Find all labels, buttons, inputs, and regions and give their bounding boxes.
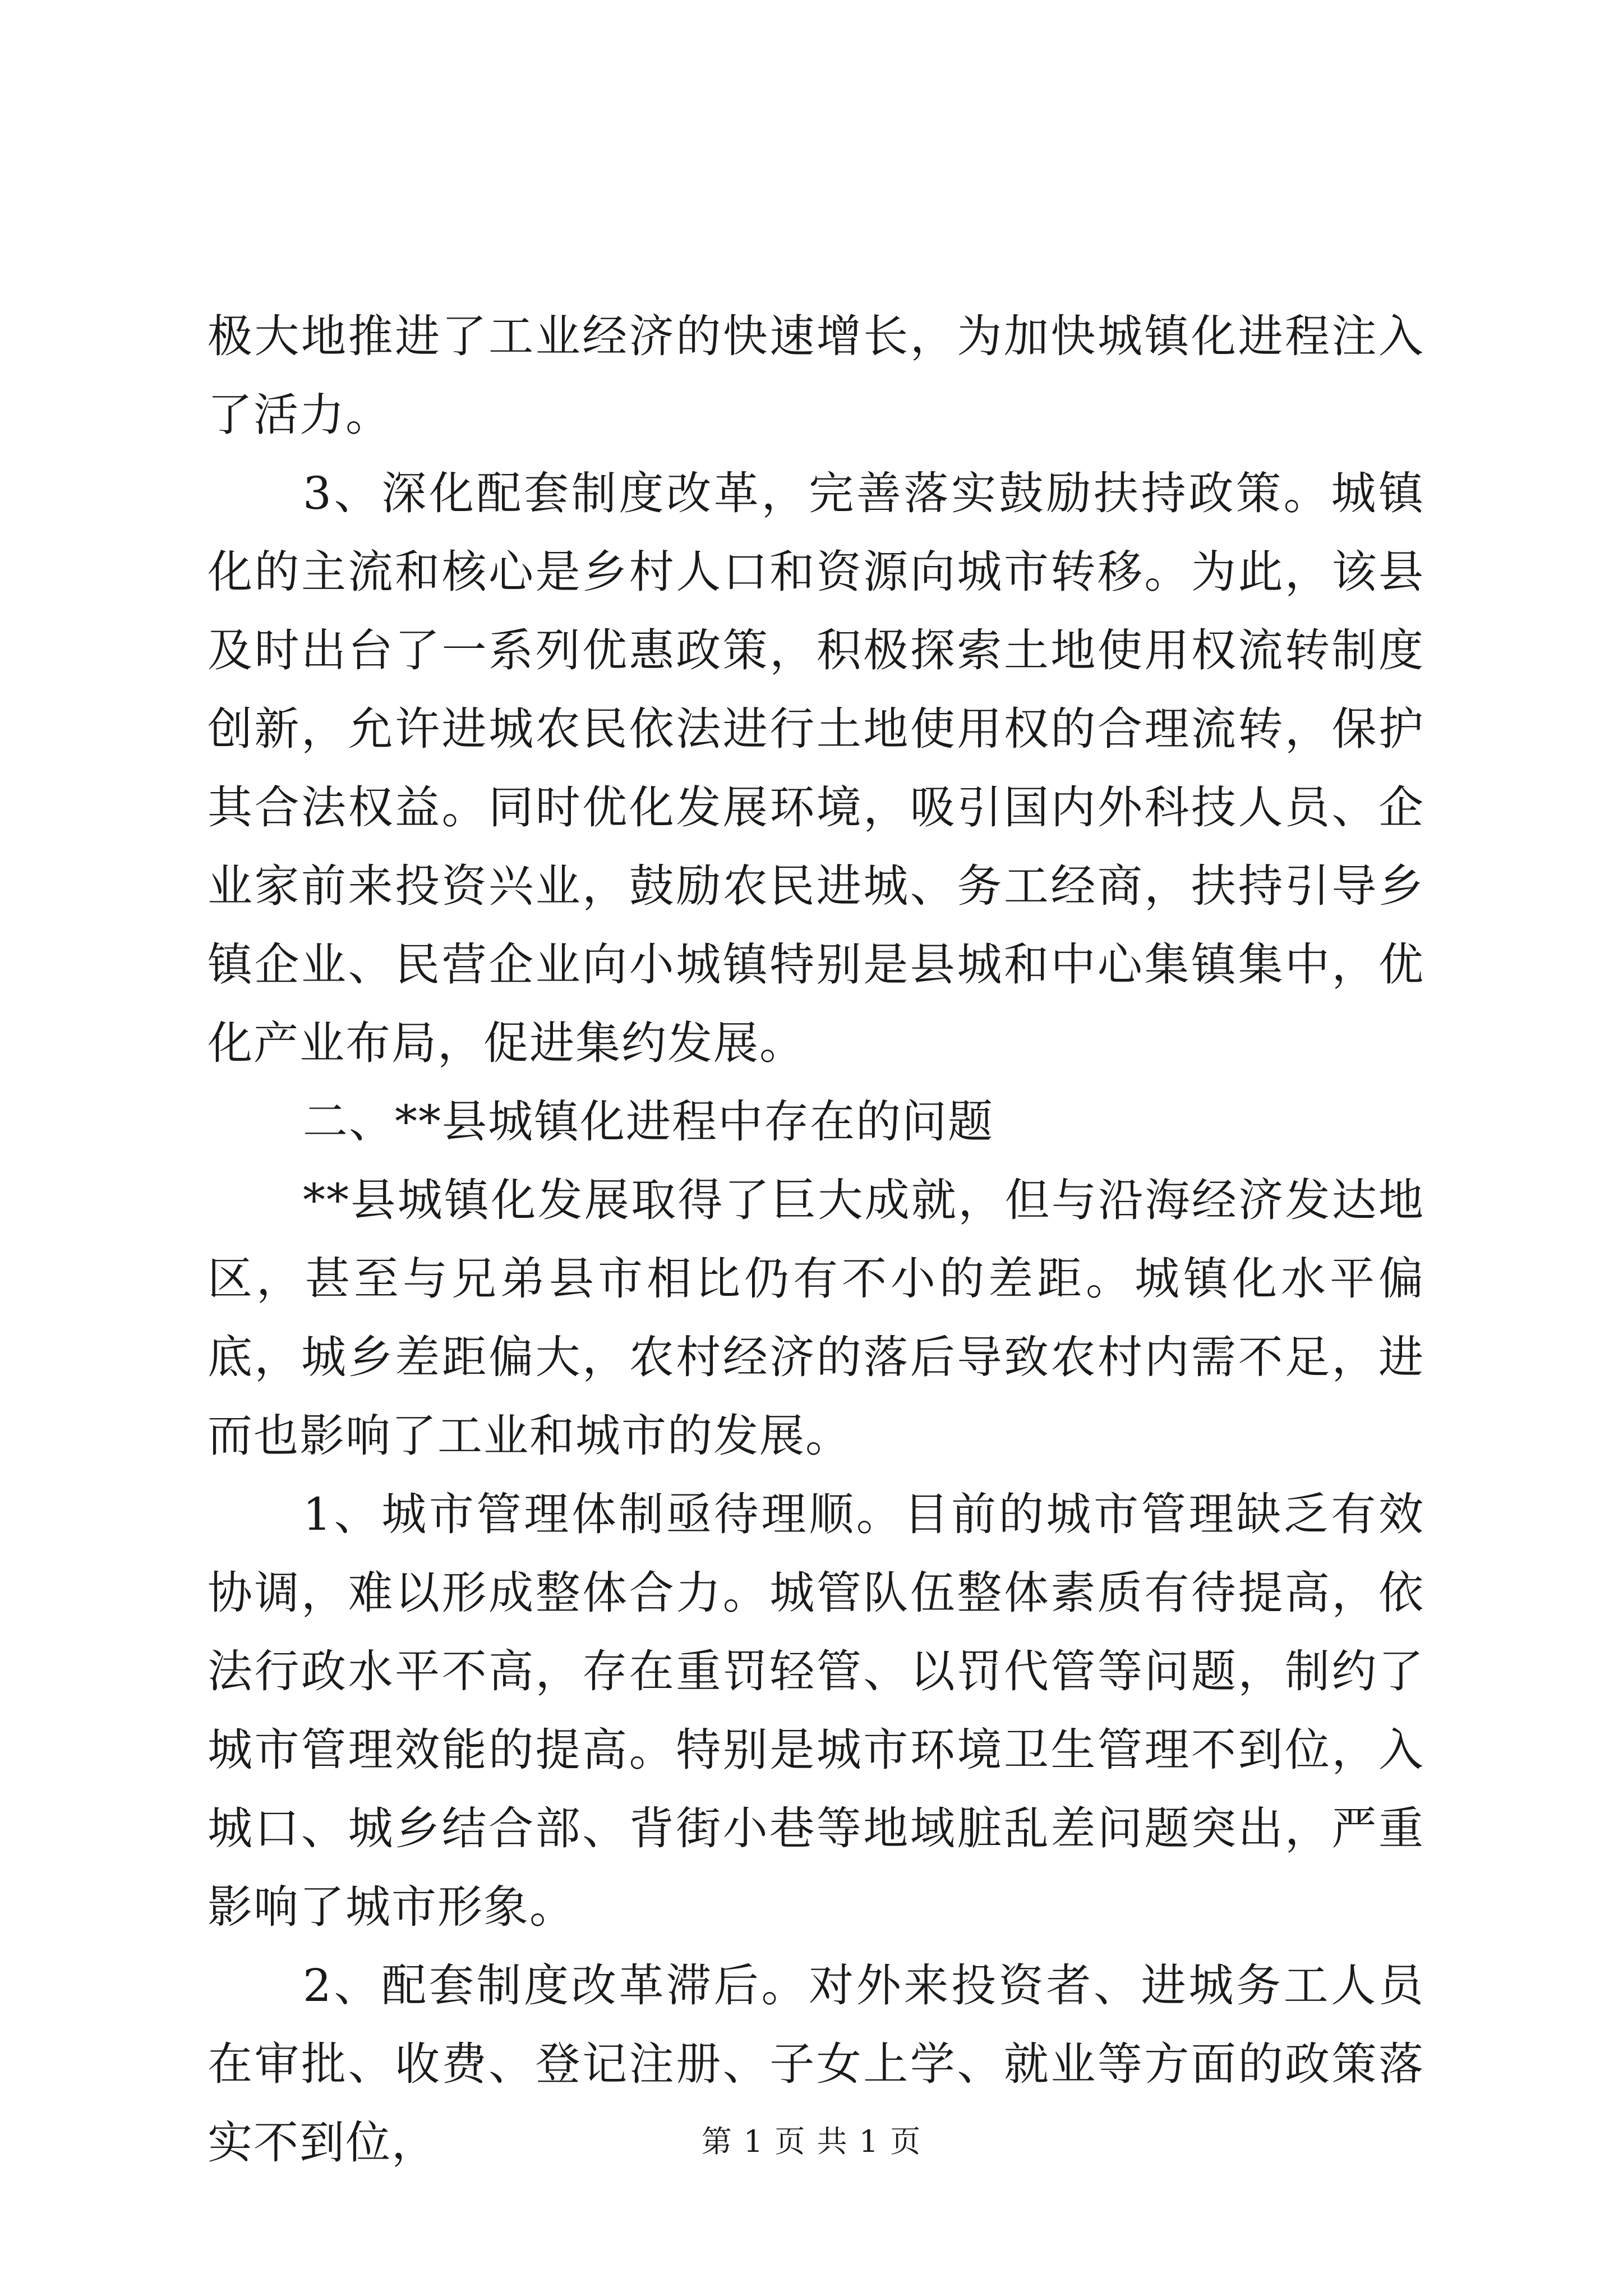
paragraph-problem-2: 2、配套制度改革滞后。对外来投资者、进城务工人员在审批、收费、登记注册、子女上学、就业等方面的政策落实不到位，	[208, 1959, 1424, 2169]
document-body	[208, 297, 1424, 2182]
paragraph-overview: **县城镇化发展取得了巨大成就，但与沿海经济发达地区，甚至与兄弟县市相比仍有不小的差距。城镇化水平偏底，城乡差距偏大，农村经济的落后导致农村内需不足，进而也影响了工业和城市的发展。	[208, 1174, 1424, 1462]
paragraph-problem-1: 1、城市管理体制亟待理顺。目前的城市管理缺乏有效协调，难以形成整体合力。城管队伍整体素质有待提高，依法行政水平不高，存在重罚轻管、以罚代管等问题，制约了城市管理效能的提高。特别是城市环境卫生管理不到位，入城口、城乡结合部、背街小巷等地域脏乱差问题突出，严重影响了城市形象。	[208, 1488, 1424, 1933]
paragraph-continuation: 极大地推进了工业经济的快速增长，为加快城镇化进程注入了活力。	[208, 310, 1424, 441]
paragraph-section-3: 3、深化配套制度改革，完善落实鼓励扶持政策。城镇化的主流和核心是乡村人口和资源向城市转移。为此，该县及时出台了一系列优惠政策，积极探索土地使用权流转制度创新，允许进城农民依法进行土地使用权的合理流转，保护其合法权益。同时优化发展环境，吸引国内外科技人员、企业家前来投资兴业，鼓励农民进城、务工经商，扶持引导乡镇企业、民营企业向小城镇特别是县城和中心集镇集中，优化产业布局，促进集约发展。	[208, 467, 1424, 1069]
section-heading-2: 二、**县城镇化进程中存在的问题	[303, 1096, 994, 1148]
page-footer: 第 1 页 共 1 页	[701, 2124, 922, 2159]
